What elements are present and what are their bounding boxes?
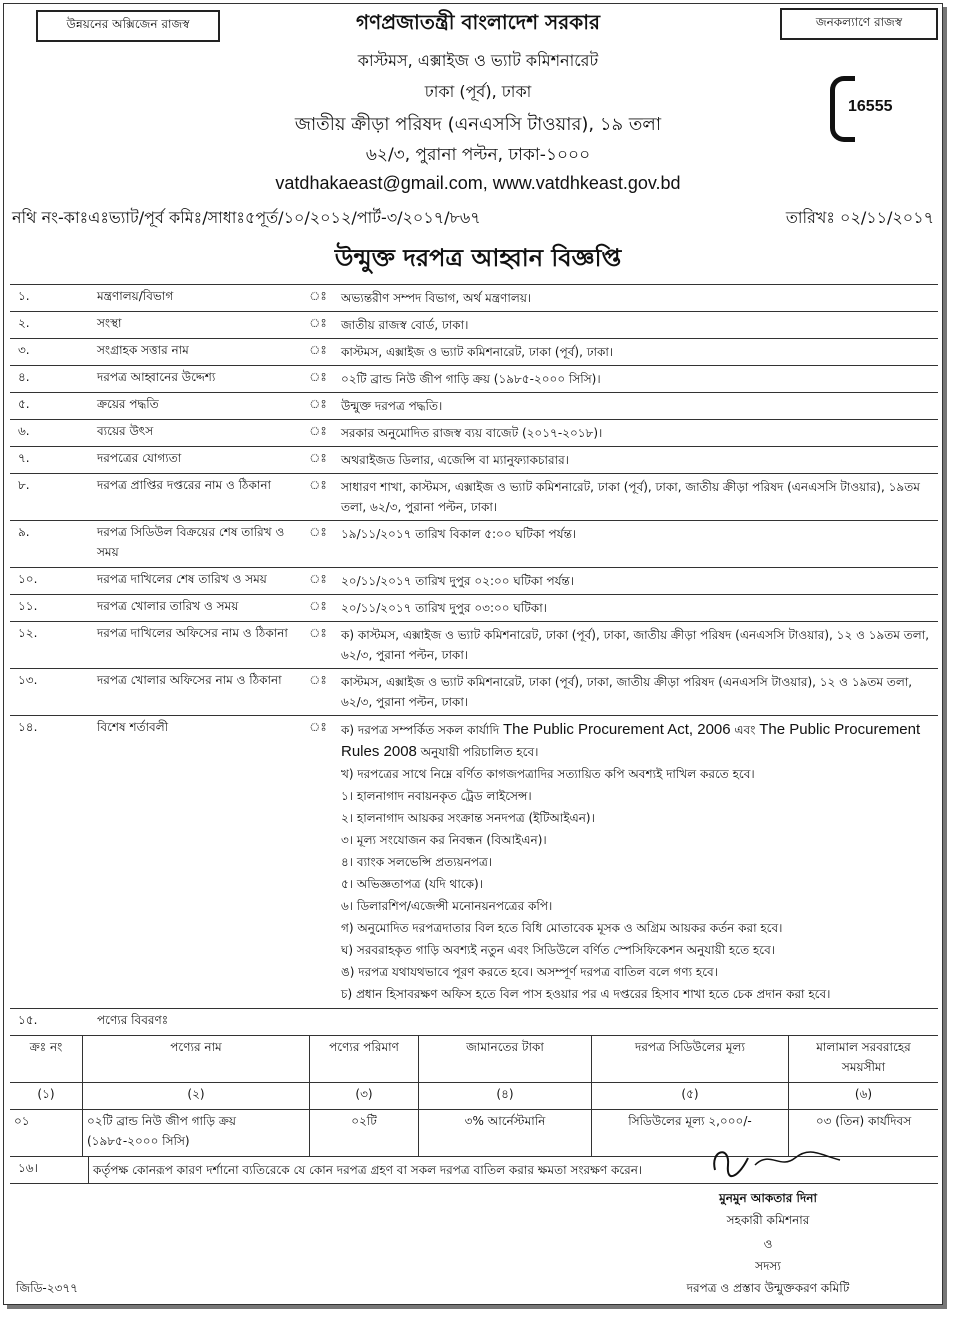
clause-16-row: ১৬। কর্তৃপক্ষ কোনরূপ কারণ দর্শানো ব্যতিরেকে যে কোন দরপত্র গ্রহণ বা সকল দরপত্র বাতিল করার ক্ষমতা সংরক্ষণ করেন। xyxy=(10,1156,938,1184)
office-contact: vatdhakaeast@gmail.com, www.vatdhkeast.gov.bd xyxy=(275,173,681,193)
office-address: ৬২/৩, পুরানা পল্টন, ঢাকা-১০০০ xyxy=(365,145,591,165)
signatory-name: মুনমুন আকতার দিনা xyxy=(719,1191,817,1205)
list-item: ৩। মূল্য সংযোজন কর নিবন্ধন (বিআইএন)। xyxy=(341,833,547,847)
govt-name: গণপ্রজাতন্ত্রী বাংলাদেশ সরকার xyxy=(356,10,600,34)
product-table-header: ক্রঃ নং পণ্যের নাম পণ্যের পরিমাণ জামানতের টাকা দরপত্র সিডিউলের মূল্য মালামাল সরবরাহের সময়সীমা xyxy=(10,1035,938,1082)
list-item: ১। হালনাগাদ নবায়নকৃত ট্রেড লাইসেন্স। xyxy=(341,789,532,803)
gd-number: জিডি-২৩৭৭ xyxy=(16,1281,78,1295)
tender-table xyxy=(10,284,938,1184)
signatory-committee: দরপত্র ও প্রস্তাব উন্মুক্তকরণ কমিটি xyxy=(686,1281,850,1295)
slogan-right: জনকল্যাণে রাজস্ব xyxy=(780,8,938,40)
table-row: ৫. ক্রয়ের পদ্ধতি ঃ উন্মুক্ত দরপত্র পদ্ধতি। xyxy=(10,392,938,419)
table-row: ৬. ব্যয়ের উৎস ঃ সরকার অনুমোদিত রাজস্ব ব্যয় বাজেট (২০১৭-২০১৮)। xyxy=(10,419,938,446)
slogan-left: উন্নয়নের অক্সিজেন রাজস্ব xyxy=(36,10,220,42)
memo-number: নথি নং-কাঃএঃভ্যাট/পূর্ব কমিঃ/সাধাঃ৫পূর্ত/১০/২০১২/পার্ট-৩/২০১৭/৮৬৭ xyxy=(12,208,481,227)
signature xyxy=(700,1140,860,1182)
signatory-member: সদস্য xyxy=(755,1259,781,1273)
condition-ch: চ) প্রধান হিসাবরক্ষণ অফিস হতে বিল পাস হওয়ার পর এ দপ্তরের হিসাব শাখা হতে চেক প্রদান করা হবে। xyxy=(341,987,831,1001)
signatory-designation: সহকারী কমিশনার xyxy=(726,1213,810,1227)
table-row: ১২. দরপত্র দাখিলের অফিসের নাম ও ঠিকানা ঃ ক) কাস্টমস, এক্সাইজ ও ভ্যাট কমিশনারেট, ঢাকা (পূর্ব), ঢাকা, জাতীয় ক্রীড়া পরিষদ (এনএসসি টাওয়ার), ১২ ও ১৯তম তলা, ৬২/৩, পুরানা পল্টন, ঢাকা। xyxy=(10,621,938,668)
table-row: ১১. দরপত্র খোলার তারিখ ও সময় ঃ ২০/১১/২০১৭ তারিখ দুপুর ০৩:০০ ঘটিকা। xyxy=(10,594,938,621)
table-row: ৪. দরপত্র আহ্বানের উদ্দেশ্য ঃ ০২টি ব্রান্ড নিউ জীপ গাড়ি ক্রয় (১৯৮৫-২০০০ সিসি)। xyxy=(10,365,938,392)
list-item: ২। হালনাগাদ আয়কর সংক্রান্ত সনদপত্র (ইটিআইএন)। xyxy=(341,811,595,825)
table-row: ১০. দরপত্র দাখিলের শেষ তারিখ ও সময় ঃ ২০/১১/২০১৭ তারিখ দুপুর ০২:০০ ঘটিকা পর্যন্ত। xyxy=(10,567,938,594)
office-city: ঢাকা (পূর্ব), ঢাকা xyxy=(424,82,532,101)
product-row: ০১ ০২টি ব্রান্ড নিউ জীপ গাড়ি ক্রয় (১৯৮৫-২০০০ সিসি) ০২টি ৩% আর্নেস্টমানি সিডিউলের মূল্য ২,০০০/- ০৩ (তিন) কার্যদিবস xyxy=(10,1109,938,1156)
table-row: ১. মন্ত্রণালয়/বিভাগ ঃ অভ্যন্তরীণ সম্পদ বিভাগ, অর্থ মন্ত্রণালয়। xyxy=(10,284,938,311)
office-name: কাস্টমস, এক্সাইজ ও ভ্যাট কমিশনারেট xyxy=(357,51,599,70)
table-row: ৭. দরপত্রের যোগ্যতা ঃ অথরাইজড ডিলার, এজেন্সি বা ম্যানুফ্যাকচারার। xyxy=(10,446,938,473)
table-row: ৩. সংগ্রাহক সত্তার নাম ঃ কাস্টমস, এক্সাইজ ও ভ্যাট কমিশনারেট, ঢাকা (পূর্ব), ঢাকা। xyxy=(10,338,938,365)
page-title: উন্মুক্ত দরপত্র আহ্বান বিজ্ঞপ্তি xyxy=(334,244,622,272)
product-column-numbers: (১) (২) (৩) (৪) (৫) (৬) xyxy=(10,1082,938,1109)
office-building: জাতীয় ক্রীড়া পরিষদ (এনএসসি টাওয়ার), ১৯ তলা xyxy=(294,114,662,135)
list-item: ৫। অভিজ্ঞতাপত্র (যদি থাকে)। xyxy=(341,877,483,891)
condition-ng: ঙ) দরপত্র যথাযথভাবে পূরণ করতে হবে। অসম্পূর্ণ দরপত্র বাতিল বলে গণ্য হবে। xyxy=(341,965,719,979)
condition-g: গ) অনুমোদিত দরপত্রদাতার বিল হতে বিধি মোতাবেক মূসক ও অগ্রিম আয়কর কর্তন করা হবে। xyxy=(341,921,783,935)
table-row: ১৩. দরপত্র খোলার অফিসের নাম ও ঠিকানা ঃ কাস্টমস, এক্সাইজ ও ভ্যাট কমিশনারেট, ঢাকা (পূর্ব), ঢাকা, জাতীয় ক্রীড়া পরিষদ (এনএসসি টাওয়ার), ১২ ও ১৯তম তলা, ৬২/৩, পুরানা পল্টন, ঢাকা। xyxy=(10,668,938,715)
special-conditions-row: ১৪. বিশেষ শর্তাবলী ঃ ক) দরপত্র সম্পর্কিত সকল কার্যাদি The Public Procurement Act, 2006 এবং The Public Procurement Rules 2008 অনুযায়ী পরিচালিত হবে। খ) দরপত্রের সাথে নিম্নে বর্ণিত কাগজপত্রাদির সত্যায়িত কপি অবশ্যই দাখিল করতে হবে। ১। হালনাগাদ নবায়নকৃত ট্রেড লাইসেন্স। ২। হালনাগাদ আয়কর সংক্রান্ত সনদপত্র (ইটিআইএন)। ৩। মূল্য সংযোজন কর নিবন্ধন (বিআইএন)। ৪। ব্যাংক সলভেন্সি প্রত্যয়নপত্র। ৫। অভিজ্ঞতাপত্র (যদি থাকে)। ৬। ডিলারশিপ/এজেন্সী মনোনয়নপত্রের কপি। গ) অনুমোদিত দরপত্রদাতার বিল হতে বিধি মোতাবেক মূসক ও অগ্রিম আয়কর কর্তন করা হবে। ঘ) সরবরাহকৃত গাড়ি অবশ্যই নতুন এবং সিডিউলে বর্ণিত স্পেসিফিকেশন অনুযায়ী হতে হবে। ঙ) দরপত্র যথাযথভাবে পূরণ করতে হবে। অসম্পূর্ণ দরপত্র বাতিল বলে গণ্য হবে। চ) প্রধান হিসাবরক্ষণ অফিস হতে বিল পাস হওয়ার পর এ দপ্তরের হিসাব শাখা হতে চেক প্রদান করা হবে। xyxy=(10,715,938,1008)
table-row: ৮. দরপত্র প্রাপ্তির দপ্তরের নাম ও ঠিকানা ঃ সাধারণ শাখা, কাস্টমস, এক্সাইজ ও ভ্যাট কমিশনারেট, ঢাকা (পূর্ব), ঢাকা, জাতীয় ক্রীড়া পরিষদ (এনএসসি টাওয়ার), ১৯তম তলা, ৬২/৩, পুরানা পল্টন, ঢাকা। xyxy=(10,473,938,520)
condition-a: ক) দরপত্র সম্পর্কিত সকল কার্যাদি The Public Procurement Act, 2006 এবং The Public Procurement Rules 2008 অনুযায়ী পরিচালিত হবে। xyxy=(341,721,921,760)
table-row: ৯. দরপত্র সিডিউল বিক্রয়ের শেষ তারিখ ও সময় ঃ ১৯/১১/২০১৭ তারিখ বিকাল ৫:০০ ঘটিকা পর্যন্ত। xyxy=(10,520,938,567)
memo-date: তারিখঃ ০২/১১/২০১৭ xyxy=(785,208,934,227)
hotline-number: 16555 xyxy=(848,98,893,115)
condition-gh: ঘ) সরবরাহকৃত গাড়ি অবশ্যই নতুন এবং সিডিউলে বর্ণিত স্পেসিফিকেশন অনুযায়ী হতে হবে। xyxy=(341,943,776,957)
condition-b: খ) দরপত্রের সাথে নিম্নে বর্ণিত কাগজপত্রাদির সত্যায়িত কপি অবশ্যই দাখিল করতে হবে। xyxy=(341,767,755,781)
table-row: ২. সংস্থা ঃ জাতীয় রাজস্ব বোর্ড, ঢাকা। xyxy=(10,311,938,338)
signatory-and: ও xyxy=(763,1237,773,1251)
list-item: ৪। ব্যাংক সলভেন্সি প্রত্যয়নপত্র। xyxy=(341,855,493,869)
product-heading-row: ১৫. পণ্যের বিবরণঃ xyxy=(10,1008,938,1035)
list-item: ৬। ডিলারশিপ/এজেন্সী মনোনয়নপত্রের কপি। xyxy=(341,899,553,913)
